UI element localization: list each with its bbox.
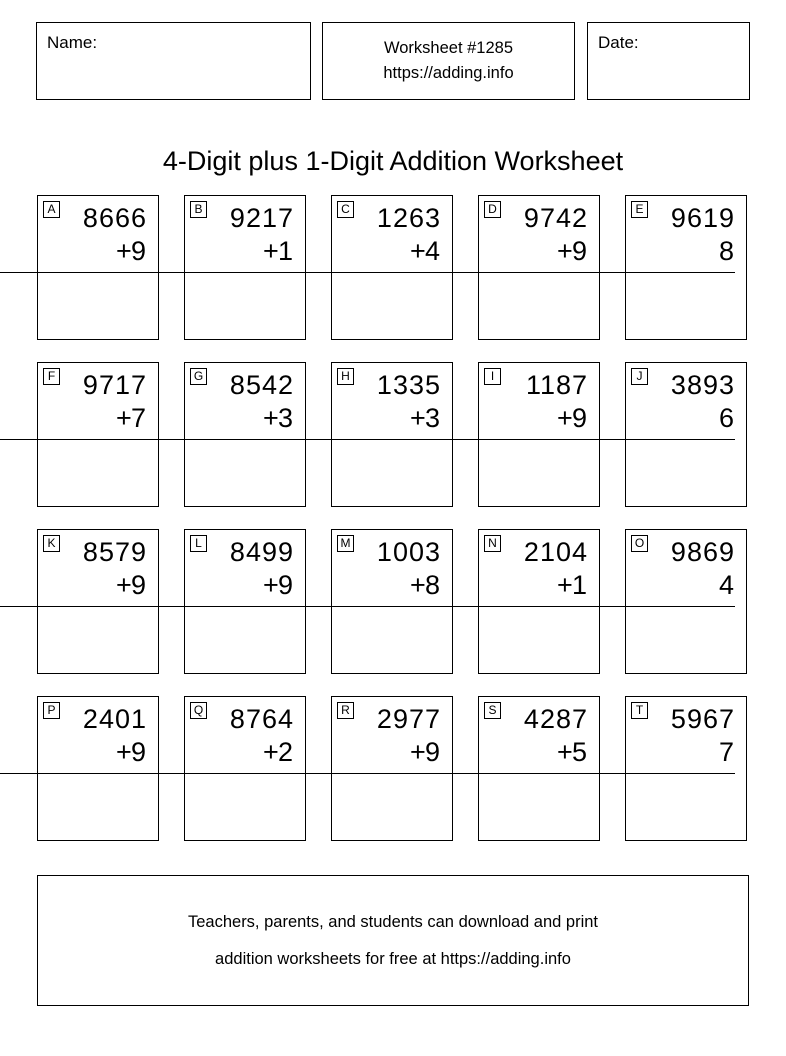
problem-letter: A xyxy=(43,201,60,218)
addend-bottom-row xyxy=(557,569,735,602)
problem-letter: H xyxy=(337,368,354,385)
operator-plus: + xyxy=(557,236,574,266)
operator-plus: + xyxy=(116,236,133,266)
problem-item[interactable] xyxy=(37,529,159,674)
addend-bottom: 2 xyxy=(277,737,294,767)
addend-bottom: 8 xyxy=(424,570,441,600)
addend-bottom: 9 xyxy=(571,236,588,266)
problem-letter: S xyxy=(484,702,501,719)
problem-item[interactable] xyxy=(410,529,600,674)
problem-letter: E xyxy=(631,201,648,218)
problem-letter: B xyxy=(190,201,207,218)
addend-bottom: 4 xyxy=(424,236,441,266)
addend-bottom: 1 xyxy=(571,570,588,600)
addend-top: 8579 xyxy=(82,537,147,567)
addend-top: 8542 xyxy=(229,370,294,400)
problem-item[interactable] xyxy=(410,362,600,507)
problem-item[interactable] xyxy=(116,696,306,841)
operator-plus: + xyxy=(410,236,427,266)
addend-bottom: 1 xyxy=(277,236,294,266)
addend-bottom: 4 xyxy=(718,570,735,600)
addend-top: 9217 xyxy=(229,203,294,233)
addend-bottom: 9 xyxy=(130,570,147,600)
problem-letter: D xyxy=(484,201,501,218)
operator-plus: + xyxy=(263,737,280,767)
operator-plus: + xyxy=(410,570,427,600)
addend-top: 1187 xyxy=(525,370,588,400)
problem-item[interactable] xyxy=(263,696,453,841)
addend-top: 8764 xyxy=(229,704,294,734)
addend-bottom-row xyxy=(557,402,735,435)
footer-line-2: addition worksheets for free at https://adding.info xyxy=(215,949,571,968)
addend-top: 9869 xyxy=(670,537,735,567)
footer-note xyxy=(37,875,749,1006)
problem-grid xyxy=(37,195,749,841)
problem-item[interactable] xyxy=(37,195,159,340)
problem-letter: L xyxy=(190,535,207,552)
problem-sum xyxy=(557,202,735,273)
operator-plus: + xyxy=(116,570,133,600)
operator-plus: + xyxy=(263,570,280,600)
operator-plus: + xyxy=(116,737,133,767)
addend-top: 3893 xyxy=(670,370,735,400)
problem-item[interactable] xyxy=(557,195,747,340)
addend-top: 5967 xyxy=(670,704,735,734)
addend-top: 8666 xyxy=(82,203,147,233)
problem-letter: O xyxy=(631,535,648,552)
addend-bottom: 9 xyxy=(571,403,588,433)
worksheet-info-box xyxy=(322,22,575,100)
addend-bottom: 5 xyxy=(571,737,588,767)
name-label: Name: xyxy=(47,33,98,52)
addend-bottom-row xyxy=(557,235,735,268)
addend-top: 8499 xyxy=(229,537,294,567)
operator-plus: + xyxy=(263,236,280,266)
addend-top: 1263 xyxy=(376,203,441,233)
problem-sum xyxy=(557,369,735,440)
addend-top: 2401 xyxy=(82,704,147,734)
problem-item[interactable] xyxy=(37,362,159,507)
date-field-box[interactable] xyxy=(587,22,750,100)
operator-plus: + xyxy=(557,737,574,767)
addend-top: 1335 xyxy=(376,370,441,400)
problem-item[interactable] xyxy=(410,195,600,340)
worksheet-id: Worksheet #1285 xyxy=(383,39,514,57)
problem-letter: K xyxy=(43,535,60,552)
addend-top: 2977 xyxy=(376,704,441,734)
problem-letter: F xyxy=(43,368,60,385)
problem-item[interactable] xyxy=(263,195,453,340)
problem-item[interactable] xyxy=(557,362,747,507)
problem-letter: C xyxy=(337,201,354,218)
problem-letter: R xyxy=(337,702,354,719)
problem-letter: J xyxy=(631,368,648,385)
page-title: 4-Digit plus 1-Digit Addition Worksheet xyxy=(162,146,624,177)
problem-letter: G xyxy=(190,368,207,385)
problem-item[interactable] xyxy=(116,529,306,674)
addend-top: 4287 xyxy=(523,704,588,734)
problem-sum xyxy=(557,536,735,607)
addend-top: 2104 xyxy=(523,537,588,567)
addend-bottom: 9 xyxy=(277,570,294,600)
header-row xyxy=(36,22,750,100)
operator-plus: + xyxy=(557,403,574,433)
addend-bottom: 3 xyxy=(424,403,441,433)
footer-line-1: Teachers, parents, and students can download and print xyxy=(187,912,599,931)
problem-letter: N xyxy=(484,535,501,552)
addend-bottom: 9 xyxy=(130,737,147,767)
addend-bottom-row xyxy=(557,736,735,769)
addend-top: 9742 xyxy=(523,203,588,233)
problem-item[interactable] xyxy=(37,696,159,841)
addend-bottom: 7 xyxy=(130,403,147,433)
sum-rule xyxy=(559,272,735,273)
sum-rule xyxy=(559,773,735,774)
operator-plus: + xyxy=(557,570,574,600)
addend-top: 9717 xyxy=(82,370,147,400)
addend-bottom: 3 xyxy=(277,403,294,433)
problem-letter: Q xyxy=(190,702,207,719)
problem-letter: M xyxy=(337,535,354,552)
addend-bottom: 9 xyxy=(424,737,441,767)
problem-item[interactable] xyxy=(116,362,306,507)
addend-bottom: 8 xyxy=(718,236,735,266)
operator-plus: + xyxy=(263,403,280,433)
addend-bottom: 6 xyxy=(718,403,735,433)
operator-plus: + xyxy=(410,403,427,433)
problem-item[interactable] xyxy=(557,529,747,674)
problem-item[interactable] xyxy=(410,696,600,841)
problem-item[interactable] xyxy=(116,195,306,340)
addend-bottom: 9 xyxy=(130,236,147,266)
site-url: https://adding.info xyxy=(383,64,514,82)
problem-item[interactable] xyxy=(557,696,747,841)
problem-letter: T xyxy=(631,702,648,719)
problem-letter: P xyxy=(43,702,60,719)
problem-item[interactable] xyxy=(263,529,453,674)
addend-bottom: 7 xyxy=(718,737,735,767)
addend-top: 1003 xyxy=(376,537,441,567)
operator-plus: + xyxy=(116,403,133,433)
sum-rule xyxy=(559,439,735,440)
problem-letter: I xyxy=(484,368,501,385)
name-field-box[interactable] xyxy=(36,22,311,100)
date-label: Date: xyxy=(598,33,639,52)
problem-item[interactable] xyxy=(263,362,453,507)
problem-sum xyxy=(557,703,735,774)
operator-plus: + xyxy=(410,737,427,767)
addend-top: 9619 xyxy=(670,203,735,233)
sum-rule xyxy=(559,606,735,607)
